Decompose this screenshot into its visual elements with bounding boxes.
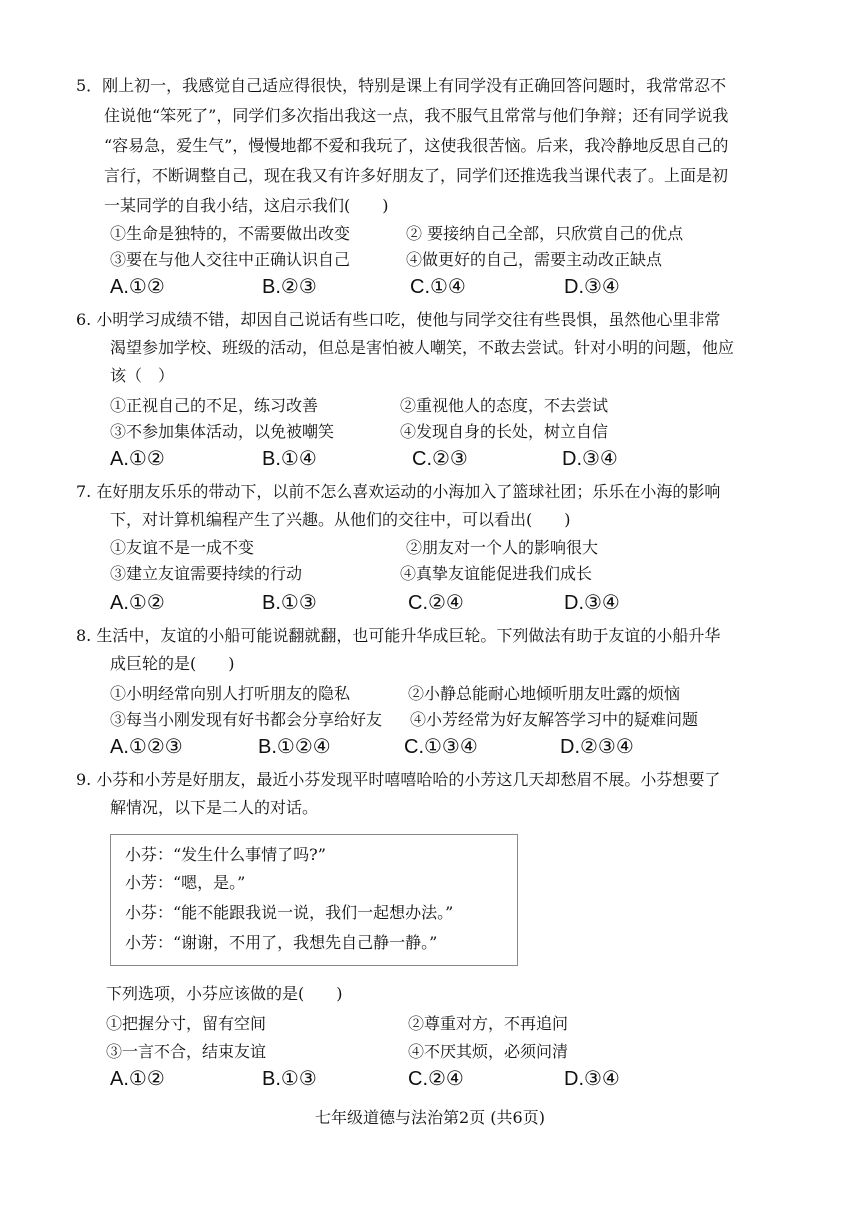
q6-option-1: ①正视自己的不足，练习改善	[110, 396, 319, 415]
q9-option-4: ④不厌其烦，必须问清	[408, 1042, 569, 1061]
q9-choice-d: D.③④	[564, 1068, 620, 1090]
dialog-box	[110, 834, 518, 966]
q9-line-1: 9. 小芬和小芳是好朋友，最近小芬发现平时嘻嘻哈哈的小芳这几天却愁眉不展。小芬想要了	[76, 770, 721, 789]
q5-option-2: ② 要接纳自己全部，只欣赏自己的优点	[406, 224, 684, 243]
q6-choice-a: A.①②	[110, 448, 165, 470]
q8-choice-a: A.①②③	[110, 736, 183, 758]
q6-line-3: 该（ ）	[110, 366, 175, 385]
q5-choice-b: B.②③	[262, 276, 317, 298]
q5-line-3: “容易急，爱生气”，慢慢地都不爱和我玩了，这使我很苦恼。后来，我冷静地反思自己的	[104, 136, 729, 155]
q8-line-2: 成巨轮的是( )	[110, 654, 235, 673]
q9-line-2: 解情况，以下是二人的对话。	[110, 798, 319, 817]
q6-choice-d: D.③④	[562, 448, 618, 470]
q7-option-2: ②朋友对一个人的影响很大	[406, 538, 599, 557]
q8-option-4: ④小芳经常为好友解答学习中的疑难问题	[410, 710, 699, 729]
q8-choice-b: B.①②④	[258, 736, 331, 758]
q9-prompt: 下列选项，小芬应该做的是( )	[106, 984, 343, 1003]
q5-option-1: ①生命是独特的，不需要做出改变	[110, 224, 351, 243]
q6-option-3: ③不参加集体活动，以免被嘲笑	[110, 422, 335, 441]
q8-choice-c: C.①③④	[404, 736, 478, 758]
q7-choice-b: B.①③	[262, 592, 317, 614]
dialog-line-2: 小芳：“嗯，是。”	[125, 873, 246, 892]
q5-line-2: 住说他“笨死了”，同学们多次指出我这一点，我不服气且常常与他们争辩；还有同学说我	[104, 106, 729, 125]
dialog-line-1: 小芬：“发生什么事情了吗?”	[125, 845, 326, 864]
q6-line-2: 渴望参加学校、班级的活动，但总是害怕被人嘲笑，不敢去尝试。针对小明的问题，他应	[110, 338, 735, 357]
q6-option-2: ②重视他人的态度，不去尝试	[400, 396, 609, 415]
q5-line-4: 言行，不断调整自己，现在我又有许多好朋友了，同学们还推选我当课代表了。上面是初	[104, 166, 729, 185]
q9-choice-b: B.①③	[262, 1068, 317, 1090]
q7-option-3: ③建立友谊需要持续的行动	[110, 564, 303, 583]
q9-option-3: ③一言不合，结束友谊	[106, 1042, 267, 1061]
page-footer: 七年级道德与法治第2页 (共6页)	[315, 1108, 545, 1127]
q8-line-1: 8. 生活中，友谊的小船可能说翻就翻，也可能升华成巨轮。下列做法有助于友谊的小船升华	[76, 626, 721, 645]
q6-option-4: ④发现自身的长处，树立自信	[400, 422, 609, 441]
q9-choice-c: C.②④	[408, 1068, 464, 1090]
q9-option-1: ①把握分寸，留有空间	[106, 1014, 267, 1033]
q7-option-4: ④真挚友谊能促进我们成长	[400, 564, 593, 583]
q7-choice-a: A.①②	[110, 592, 165, 614]
q8-option-1: ①小明经常向别人打听朋友的隐私	[110, 684, 351, 703]
dialog-line-3: 小芬：“能不能跟我说一说，我们一起想办法。”	[125, 903, 454, 922]
q5-choice-a: A.①②	[110, 276, 165, 298]
q6-choice-b: B.①④	[262, 448, 317, 470]
q9-option-2: ②尊重对方，不再追问	[408, 1014, 569, 1033]
q6-choice-c: C.②③	[412, 448, 468, 470]
q7-line-1: 7. 在好朋友乐乐的带动下，以前不怎么喜欢运动的小海加入了篮球社团；乐乐在小海的影响	[76, 482, 721, 501]
q8-option-2: ②小静总能耐心地倾听朋友吐露的烦恼	[408, 684, 681, 703]
q5-option-3: ③要在与他人交往中正确认识自己	[110, 250, 351, 269]
q6-line-1: 6. 小明学习成绩不错，却因自己说话有些口吃，使他与同学交往有些畏惧，虽然他心里非常	[76, 310, 721, 329]
q5-option-4: ④做更好的自己，需要主动改正缺点	[406, 250, 663, 269]
q7-option-1: ①友谊不是一成不变	[110, 538, 255, 557]
q5-line-5: 一某同学的自我小结，这启示我们( )	[104, 196, 389, 215]
q7-choice-d: D.③④	[564, 592, 620, 614]
q9-choice-a: A.①②	[110, 1068, 165, 1090]
q7-choice-c: C.②④	[408, 592, 464, 614]
q8-option-3: ③每当小刚发现有好书都会分享给好友	[110, 710, 383, 729]
q8-choice-d: D.②③④	[560, 736, 634, 758]
dialog-line-4: 小芳：“谢谢，不用了，我想先自己静一静。”	[125, 933, 438, 952]
q5-line-1: 5．刚上初一，我感觉自己适应得很快，特别是课上有同学没有正确回答问题时，我常常忍不	[76, 76, 727, 95]
q7-line-2: 下，对计算机编程产生了兴趣。从他们的交往中，可以看出( )	[110, 510, 571, 529]
q5-choice-c: C.①④	[410, 276, 466, 298]
q5-choice-d: D.③④	[564, 276, 620, 298]
